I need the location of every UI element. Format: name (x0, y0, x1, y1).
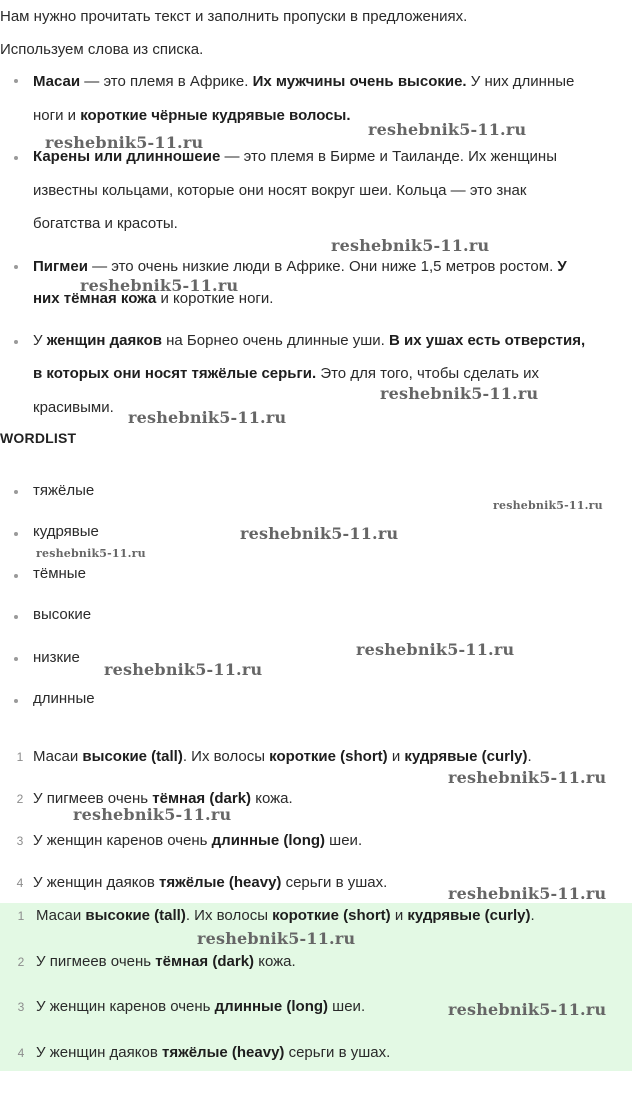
bold-run: У (557, 258, 567, 275)
text-run: У женщин даяков (36, 1044, 162, 1061)
watermark: reshebnik5-11.ru (73, 805, 232, 824)
bullet-dot (14, 699, 18, 703)
text-run: и (390, 907, 408, 924)
intro-line-2: Используем слова из списка. (0, 41, 204, 58)
watermark: reshebnik5-11.ru (197, 929, 356, 948)
text-run: У (33, 332, 47, 349)
bullet-dot (14, 532, 18, 536)
bold-run: кудрявые (curly) (407, 907, 531, 924)
bold-run: короткие (short) (269, 748, 388, 765)
answer-number: 4 (17, 1046, 25, 1060)
answer-number: 1 (16, 750, 24, 764)
text-run: кожа. (251, 790, 293, 807)
bold-run: Пигмеи (33, 258, 88, 275)
text-run: на Борнео очень длинные уши. (161, 332, 390, 349)
bullet-dot (14, 490, 18, 494)
text-run: известны кольцами, которые они носят вокруг шеи. Кольца — это знак (33, 182, 527, 199)
word-label: кудрявые (33, 523, 99, 540)
answer-text (36, 1043, 390, 1063)
bold-run: Карены или длинношеие (33, 148, 221, 165)
answer-number: 1 (17, 909, 25, 923)
watermark: reshebnik5-11.ru (104, 660, 263, 679)
bold-run: женщин даяков (46, 332, 162, 349)
bold-run: кудрявые (curly) (404, 748, 528, 765)
text-run: У женщин даяков (33, 874, 159, 891)
text-run: — это племя в Бирме и Таиланде. Их женщины (220, 148, 558, 165)
text-run: красивыми. (33, 399, 114, 416)
bold-run: длинные (long) (211, 832, 326, 849)
text-run: . (530, 907, 535, 924)
answer-number: 3 (17, 1000, 25, 1014)
word-label: длинные (33, 690, 95, 707)
text-run: серьги в ушах. (281, 874, 388, 891)
text-run: . Их волосы (185, 907, 273, 924)
text-line (33, 331, 585, 351)
text-line (33, 257, 567, 277)
watermark: reshebnik5-11.ru (448, 768, 607, 787)
text-run: У них длинные (466, 73, 575, 90)
answer-number: 2 (17, 955, 25, 969)
watermark: reshebnik5-11.ru (356, 640, 515, 659)
answer-text (36, 997, 365, 1017)
text-run: серьги в ушах. (284, 1044, 391, 1061)
text-run: — это племя в Африке. (80, 73, 253, 90)
word-label: тяжёлые (33, 482, 95, 499)
watermark: reshebnik5-11.ru (380, 384, 539, 403)
bold-run: короткие (short) (272, 907, 391, 924)
bold-run: тёмная (dark) (155, 953, 255, 970)
text-line (33, 214, 178, 234)
answer-number: 3 (16, 834, 24, 848)
bold-run: высокие (tall) (85, 907, 186, 924)
bold-run: высокие (tall) (82, 748, 183, 765)
text-line (33, 72, 574, 92)
bullet-dot (14, 79, 18, 83)
bold-run: В их ушах есть отверстия, (389, 332, 586, 349)
answer-text (33, 831, 362, 851)
watermark: reshebnik5-11.ru (448, 1000, 607, 1019)
watermark: reshebnik5-11.ru (240, 524, 399, 543)
bullet-dot (14, 657, 18, 661)
text-line (33, 398, 114, 418)
bold-run: короткие чёрные кудрявые волосы. (80, 107, 351, 124)
text-run: и (387, 748, 405, 765)
text-run: . (527, 748, 532, 765)
wordlist-heading: WORDLIST (0, 430, 77, 446)
text-run: Масаи (33, 748, 83, 765)
watermark: reshebnik5-11.ru (493, 499, 603, 512)
text-run: У пигмеев очень (36, 953, 156, 970)
answer-text (33, 873, 387, 893)
text-run: Масаи (36, 907, 86, 924)
bold-run: Масаи (33, 73, 81, 90)
text-run: У пигмеев очень (33, 790, 153, 807)
word-label: высокие (33, 606, 92, 623)
bold-run: тяжёлые (heavy) (158, 874, 282, 891)
watermark: reshebnik5-11.ru (36, 547, 146, 560)
text-run: — это очень низкие люди в Африке. Они ниже 1,5 метров ростом. (87, 258, 558, 275)
text-run: и короткие ноги. (156, 290, 274, 307)
watermark: reshebnik5-11.ru (128, 408, 287, 427)
word-label: тёмные (33, 565, 86, 582)
text-run: кожа. (254, 953, 296, 970)
watermark: reshebnik5-11.ru (80, 276, 239, 295)
text-run: шеи. (328, 998, 366, 1015)
text-run: ноги и (33, 107, 81, 124)
text-run: шеи. (325, 832, 363, 849)
bullet-dot (14, 574, 18, 578)
answer-number: 4 (16, 876, 24, 890)
text-run: У женщин каренов очень (36, 998, 215, 1015)
bold-run: них тёмная кожа (33, 290, 157, 307)
bold-run: длинные (long) (214, 998, 329, 1015)
watermark: reshebnik5-11.ru (448, 884, 607, 903)
text-run: У женщин каренов очень (33, 832, 212, 849)
answer-text (36, 906, 535, 926)
text-run: Это для того, чтобы сделать их (316, 365, 539, 382)
word-label: низкие (33, 649, 80, 666)
bullet-dot (14, 156, 18, 160)
bullet-dot (14, 615, 18, 619)
bold-run: тяжёлые (heavy) (161, 1044, 285, 1061)
answer-text (33, 747, 532, 767)
watermark: reshebnik5-11.ru (368, 120, 527, 139)
bold-run: тёмная (dark) (152, 790, 252, 807)
answer-number: 2 (16, 792, 24, 806)
text-line (33, 106, 351, 126)
watermark: reshebnik5-11.ru (45, 133, 204, 152)
bullet-dot (14, 265, 18, 269)
bullet-dot (14, 340, 18, 344)
answer-text (36, 952, 296, 972)
intro-line-1: Нам нужно прочитать текст и заполнить пропуски в предложениях. (0, 8, 468, 25)
bold-run: в которых они носят тяжёлые серьги. (33, 365, 317, 382)
text-run: . Их волосы (182, 748, 270, 765)
text-run: богатства и красоты. (33, 215, 178, 232)
text-line (33, 181, 526, 201)
watermark: reshebnik5-11.ru (331, 236, 490, 255)
text-line (33, 364, 539, 384)
bold-run: Их мужчины очень высокие. (252, 73, 467, 90)
